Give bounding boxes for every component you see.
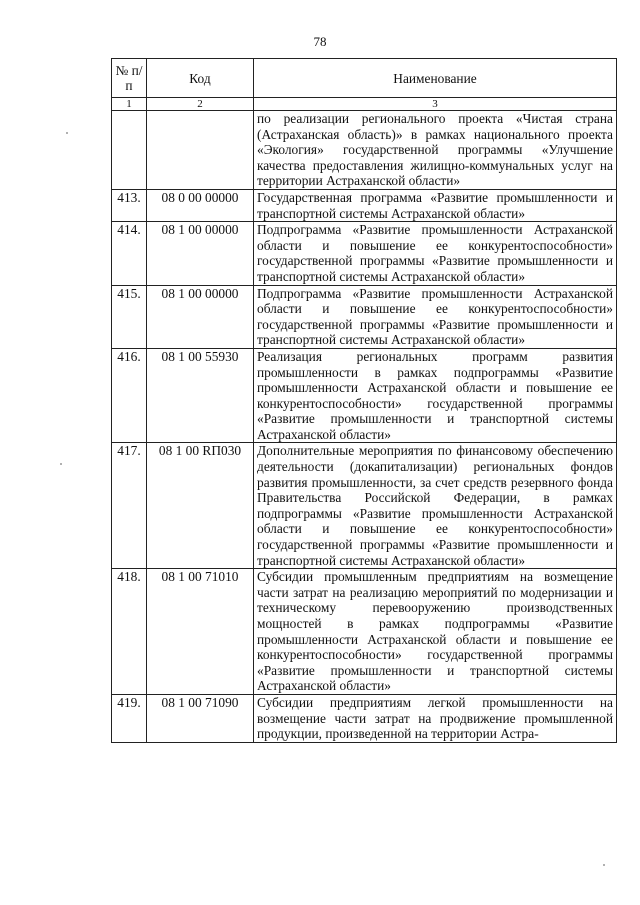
- row-num: 415.: [112, 285, 147, 348]
- row-num: [112, 111, 147, 190]
- row-code: 08 1 00 00000: [147, 285, 254, 348]
- row-name: Субсидии промышленным предприятиям на возмещение части затрат на реализацию мероприятий по модернизации и техническому перевооружению производственных мощностей в рамках подпрограммы «Развитие промышленности Астраханской области и повышение ее конкурентоспособности» государственной программы «Развитие промышленности и транспортной системы Астраханской области»: [254, 569, 617, 695]
- row-name: Дополнительные мероприятия по финансовому обеспечению деятельности (докапитализации) региональных фондов развития промышленности, за счет средств резервного фонда Правительства Российской Федерации, в рамках подпрограммы «Развитие промышленности Астраханской области и повышение ее конкурентоспособности» государственной программы «Развитие промышленности и транспортной системы Астраханской области»: [254, 443, 617, 569]
- page-number: 78: [313, 34, 327, 49]
- row-num: 416.: [112, 348, 147, 443]
- row-name: Реализация региональных программ развития промышленности в рамках подпрограммы «Развитие промышленности Астраханской области и повышение ее конкурентоспособности» государственной программы «Развитие промышленности и транспортной системы Астраханской области»: [254, 348, 617, 443]
- table-row: [112, 694, 617, 742]
- header-num: № п/п: [112, 59, 147, 98]
- scan-speck: [603, 864, 605, 866]
- row-name: Подпрограмма «Развитие промышленности Астраханской области и повышение ее конкурентоспособности» государственной программы «Развитие промышленности и транспортной системы Астраханской области»: [254, 222, 617, 285]
- row-num: 418.: [112, 569, 147, 695]
- row-code: 08 1 00 71010: [147, 569, 254, 695]
- header-name: Наименование: [254, 59, 617, 98]
- row-name: Подпрограмма «Развитие промышленности Астраханской области и повышение ее конкурентоспособности» государственной программы «Развитие промышленности и транспортной системы Астраханской области»: [254, 285, 617, 348]
- row-code: [147, 111, 254, 190]
- row-num: 413.: [112, 189, 147, 221]
- column-numbers-row: [112, 98, 617, 111]
- table-row: [112, 285, 617, 348]
- row-code: 08 1 00 00000: [147, 222, 254, 285]
- column-number: 2: [147, 98, 254, 111]
- table-row: [112, 111, 617, 190]
- table-row: [112, 443, 617, 569]
- row-code: 08 1 00 RП030: [147, 443, 254, 569]
- row-code: 08 1 00 55930: [147, 348, 254, 443]
- row-num: 419.: [112, 694, 147, 742]
- column-number: 3: [254, 98, 617, 111]
- row-code: 08 1 00 71090: [147, 694, 254, 742]
- row-num: 414.: [112, 222, 147, 285]
- scan-speck: [66, 132, 68, 134]
- table-row: [112, 189, 617, 221]
- table-row: [112, 222, 617, 285]
- row-name: по реализации регионального проекта «Чистая страна (Астраханская область)» в рамках национального проекта «Экология» государственной программы «Улучшение качества предоставления жилищно-коммунальных услуг на территории Астраханской области»: [254, 111, 617, 190]
- column-number: 1: [112, 98, 147, 111]
- row-num: 417.: [112, 443, 147, 569]
- row-name: Государственная программа «Развитие промышленности и транспортной системы Астраханской области»: [254, 189, 617, 221]
- budget-code-table: [111, 58, 617, 743]
- row-name: Субсидии предприятиям легкой промышленности на возмещение части затрат на продвижение промышленной продукции, произведенной на территории Астра-: [254, 694, 617, 742]
- table-header-row: [112, 59, 617, 98]
- header-code: Код: [147, 59, 254, 98]
- row-code: 08 0 00 00000: [147, 189, 254, 221]
- scan-speck: [60, 463, 62, 465]
- table-row: [112, 569, 617, 695]
- table-row: [112, 348, 617, 443]
